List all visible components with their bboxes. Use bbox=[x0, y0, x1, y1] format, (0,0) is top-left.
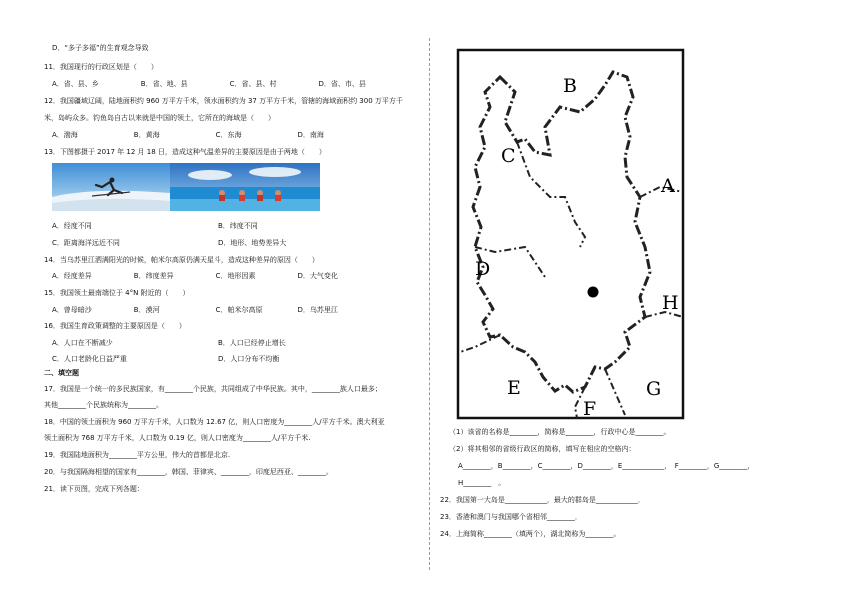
q13-stem: 13．下图都摄于 2017 年 12 月 18 日，造成这种气温差异的主要原因是由于两地（ ） bbox=[44, 148, 326, 156]
q15-stem: 15．我国领土最南端位于 4°N 附近的（ ） bbox=[44, 289, 190, 297]
q12-options: A．渤海 B．黄海 C．东海 D．南海 bbox=[52, 131, 324, 139]
map-label-b: B bbox=[563, 75, 577, 97]
q11-options: A．省、县、乡 B．省、地、县 C．省、县、村 D．省、市、县 bbox=[52, 80, 366, 88]
map-label-h: H bbox=[662, 292, 679, 314]
q18-line2: 领土面积为 768 万平方千米，人口数为 0.19 亿，则人口密度为________人/平方千米. bbox=[44, 434, 311, 442]
q20: 20．与我国隔海相望的国家有________，韩国、菲律宾、________，印度尼西亚、________。 bbox=[44, 468, 333, 476]
q17-line1: 17．我国是一个统一的多民族国家，有________个民族，共同组成了中华民族。其中，________族人口最多； bbox=[44, 385, 382, 393]
map-label-a: A bbox=[661, 175, 675, 197]
q24: 24．上海简称________（填两个），湖北简称为________。 bbox=[440, 530, 621, 538]
q16-option-d: D．人口分布不均衡 bbox=[218, 355, 280, 363]
q16-stem: 16．我国生育政策调整的主要原因是（ ） bbox=[44, 322, 186, 330]
map-label-e: E bbox=[507, 377, 521, 399]
q21-blanks-row1: A________，B________，C________，D________，E____________， F________，G________， bbox=[458, 462, 755, 470]
q11-stem: 11．我国现行的行政区划是（ ） bbox=[44, 63, 158, 71]
q23: 23．香港和澳门与我国哪个省相邻________． bbox=[440, 513, 582, 521]
beach-photo bbox=[170, 163, 320, 211]
q21-blanks-row2: H________ 。 bbox=[458, 479, 506, 487]
q13-option-b: B．纬度不同 bbox=[218, 222, 258, 230]
q14-stem: 14．当乌苏里江洒满阳光的时候，帕米尔高原仍满天星斗，造成这种差异的原因（ ） bbox=[44, 256, 319, 264]
q17-line2: 其他________个民族统称为________。 bbox=[44, 401, 163, 409]
q13-option-c: C．距离海洋远近不同 bbox=[52, 239, 120, 247]
map-label-g: G bbox=[646, 378, 662, 400]
q12-stem-line2: 米，岛屿众多。钓鱼岛自古以来就是中国的领土，它所在的海域是（ ） bbox=[44, 114, 275, 122]
q16-option-a: A．人口在不断减少 bbox=[52, 339, 113, 347]
q22: 22．我国第一大岛是____________，最大的群岛是____________． bbox=[440, 496, 645, 504]
q13-option-d: D．地形、地势差异大 bbox=[218, 239, 287, 247]
q21-sub2: （2）将其相邻的省级行政区的简称，填写在相应的空格内： bbox=[449, 445, 636, 453]
q12-stem-line1: 12．我国疆域辽阔，陆地面积约 960 万平方千米，领水面积约为 37 万平方千米，管辖的海域面积约 300 万平方千 bbox=[44, 97, 403, 105]
q16-option-c: C．人口老龄化日益严重 bbox=[52, 355, 127, 363]
map-label-c: C bbox=[501, 145, 516, 167]
section-fill-in-heading: 二、填空题 bbox=[44, 369, 79, 377]
q15-options: A．曾母暗沙 B．漠河 C．帕米尔高原 D．乌苏里江 bbox=[52, 306, 338, 314]
column-divider bbox=[429, 38, 430, 570]
q10-option-d: D．“多子多福”的生育观念导致 bbox=[52, 44, 149, 52]
q21: 21．读下页图，完成下列各题： bbox=[44, 485, 144, 493]
q16-option-b: B．人口已经停止增长 bbox=[218, 339, 286, 347]
province-map bbox=[455, 47, 688, 424]
map-label-d: D bbox=[475, 258, 491, 280]
q21-sub1: （1）该省的名称是________，简称是________，行政中心是________。 bbox=[449, 428, 671, 436]
q19: 19．我国陆地面积为________平方公里，伟大的首都是北京. bbox=[44, 451, 231, 459]
q13-option-a: A．经度不同 bbox=[52, 222, 92, 230]
skier-photo bbox=[52, 163, 170, 211]
q18-line1: 18．中国的领土面积为 960 万平方千米，人口数为 12.67 亿，则人口密度为________人/平方千米。澳大利亚 bbox=[44, 418, 385, 426]
map-label-f: F bbox=[583, 398, 597, 420]
q14-options: A．经度差异 B．纬度差异 C．地形因素 D．大气变化 bbox=[52, 272, 338, 280]
capital-dot bbox=[588, 287, 599, 298]
